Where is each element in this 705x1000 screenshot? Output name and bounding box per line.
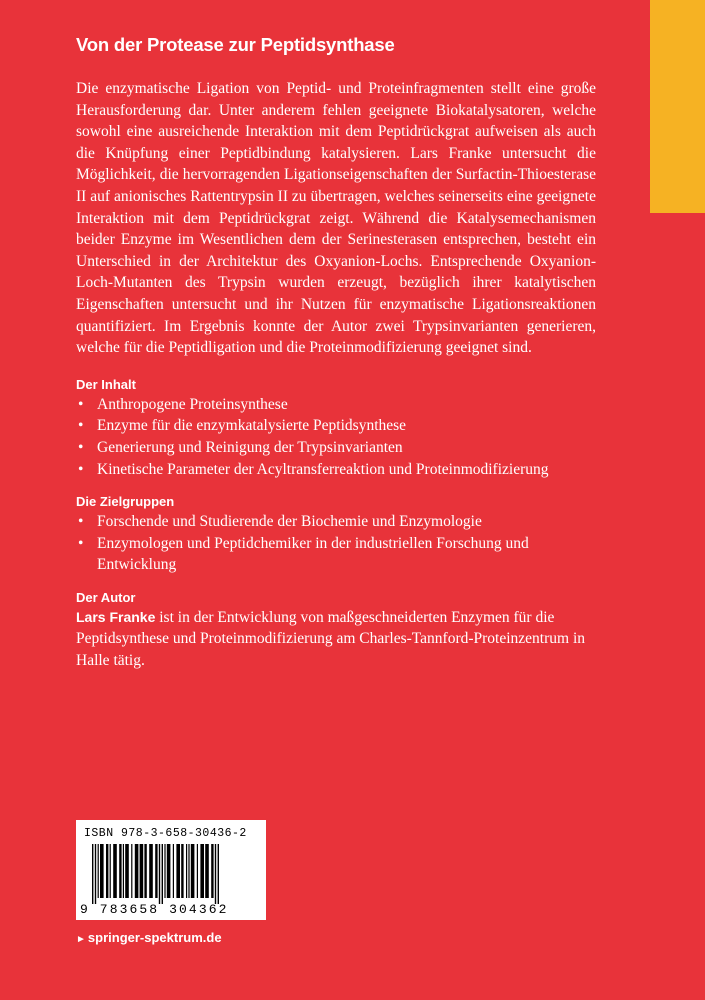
book-title: Von der Protease zur Peptidsynthase bbox=[76, 34, 395, 55]
barcode-bar bbox=[149, 844, 153, 898]
barcode-bar bbox=[113, 844, 117, 898]
barcode-bar bbox=[173, 844, 174, 898]
book-description: Die enzymatische Ligation von Peptid- und Proteinfragmenten stellt eine große Herausforderung dar. Unter anderem fehlen geeignete Biokatalysatoren, welche sowohl eine ausreichende Interaktion mit dem Peptidrückgrat aufweisen als auch die Knüpfung einer Peptidbindung katalysieren. Lars Franke untersucht die Möglichkeit, die hervorragenden Ligationseigenschaften der Surfactin-Thioesterase II auf anionisches Rattentrypsin II zu übertragen, welches seinerseits eine geeignete Interaktion mit dem Peptidrückgrat zeigt. Während die Katalysemechanismen beider Enzyme im Wesentlichen dem der Serinesterasen entsprechen, besteht ein Unterschied in der Architektur des Oxyanion-Lochs. Entsprechende Oxyanion-Loch-Mutanten des Trypsin wurden erzeugt, bezüglich ihrer katalytischen Eigenschaften untersucht und ihr Nutzen für enzymatische Ligationsreaktionen quantifiziert. Im Ergebnis konnte der Autor zwei Trypsinvarianten generieren, welche für die Peptidligation und die Proteinmodifizierung geeignet sind. bbox=[76, 80, 596, 357]
barcode-bar bbox=[197, 844, 198, 898]
barcode-bar bbox=[164, 844, 165, 898]
list-item: • Anthropogene Proteinsynthese bbox=[76, 394, 596, 416]
inhalt-list bbox=[76, 394, 596, 480]
barcode-bar bbox=[135, 844, 139, 898]
barcode-bar bbox=[98, 844, 99, 898]
barcode-bar bbox=[188, 844, 189, 898]
barcode-bar bbox=[100, 844, 104, 898]
isbn-label: ISBN 978-3-658-30436-2 bbox=[84, 827, 247, 840]
barcode-bar bbox=[123, 844, 124, 898]
barcode-bar bbox=[92, 844, 93, 904]
barcode-bar bbox=[131, 844, 132, 898]
isbn-barcode bbox=[76, 820, 266, 920]
barcode-bar bbox=[159, 844, 160, 904]
section-heading-autor: Der Autor bbox=[76, 589, 136, 605]
ean-digits: 9 783658 304362 bbox=[80, 902, 229, 917]
barcode-bar bbox=[200, 844, 204, 898]
barcode-bar bbox=[218, 844, 219, 904]
website-label: springer-spektrum.de bbox=[87, 930, 222, 945]
barcode-bar bbox=[119, 844, 121, 898]
author-name: Lars Franke bbox=[76, 608, 156, 625]
author-text: ist in der Entwicklung von maßgeschneiderten Enzymen für die Peptidsynthese und Proteinmodifizierung am Charles-Tannford-Proteinzentrum in Halle tätig. bbox=[76, 608, 586, 670]
author-bio bbox=[76, 607, 596, 672]
barcode-bar bbox=[191, 844, 195, 898]
arrow-right-icon: ► bbox=[76, 934, 86, 945]
barcode-bar bbox=[110, 844, 111, 898]
publisher-website[interactable] bbox=[76, 930, 222, 945]
list-item: • Forschende und Studierende der Biochemie und Enzymologie bbox=[76, 511, 596, 533]
barcode-bar bbox=[205, 844, 209, 898]
section-heading-zielgruppen: Die Zielgruppen bbox=[76, 494, 175, 510]
barcode-bar bbox=[106, 844, 108, 898]
back-cover-content bbox=[76, 34, 596, 672]
barcode-bar bbox=[144, 844, 146, 898]
barcode-bar bbox=[125, 844, 129, 898]
barcode-bar bbox=[186, 844, 187, 898]
barcode-bar bbox=[176, 844, 180, 898]
barcode-bar bbox=[140, 844, 144, 898]
barcode-bar bbox=[155, 844, 157, 898]
barcode-bar bbox=[167, 844, 171, 898]
barcode-bar bbox=[215, 844, 216, 904]
barcode-bar bbox=[95, 844, 96, 904]
barcode-bar bbox=[181, 844, 183, 898]
accent-bar bbox=[650, 0, 705, 213]
list-item: • Enzyme für die enzymkatalysierte Peptidsynthese bbox=[76, 415, 596, 437]
list-item: • Kinetische Parameter der Acyltransferreaktion und Proteinmodifizierung bbox=[76, 459, 596, 481]
barcode-bar bbox=[162, 844, 163, 904]
barcode-bars bbox=[92, 844, 252, 904]
zielgruppen-list bbox=[76, 511, 596, 576]
barcode-bar bbox=[211, 844, 213, 898]
list-item: • Enzymologen und Peptidchemiker in der industriellen Forschung und Entwicklung bbox=[76, 533, 596, 576]
list-item: • Generierung und Reinigung der Trypsinvarianten bbox=[76, 437, 596, 459]
section-heading-inhalt: Der Inhalt bbox=[76, 376, 136, 392]
